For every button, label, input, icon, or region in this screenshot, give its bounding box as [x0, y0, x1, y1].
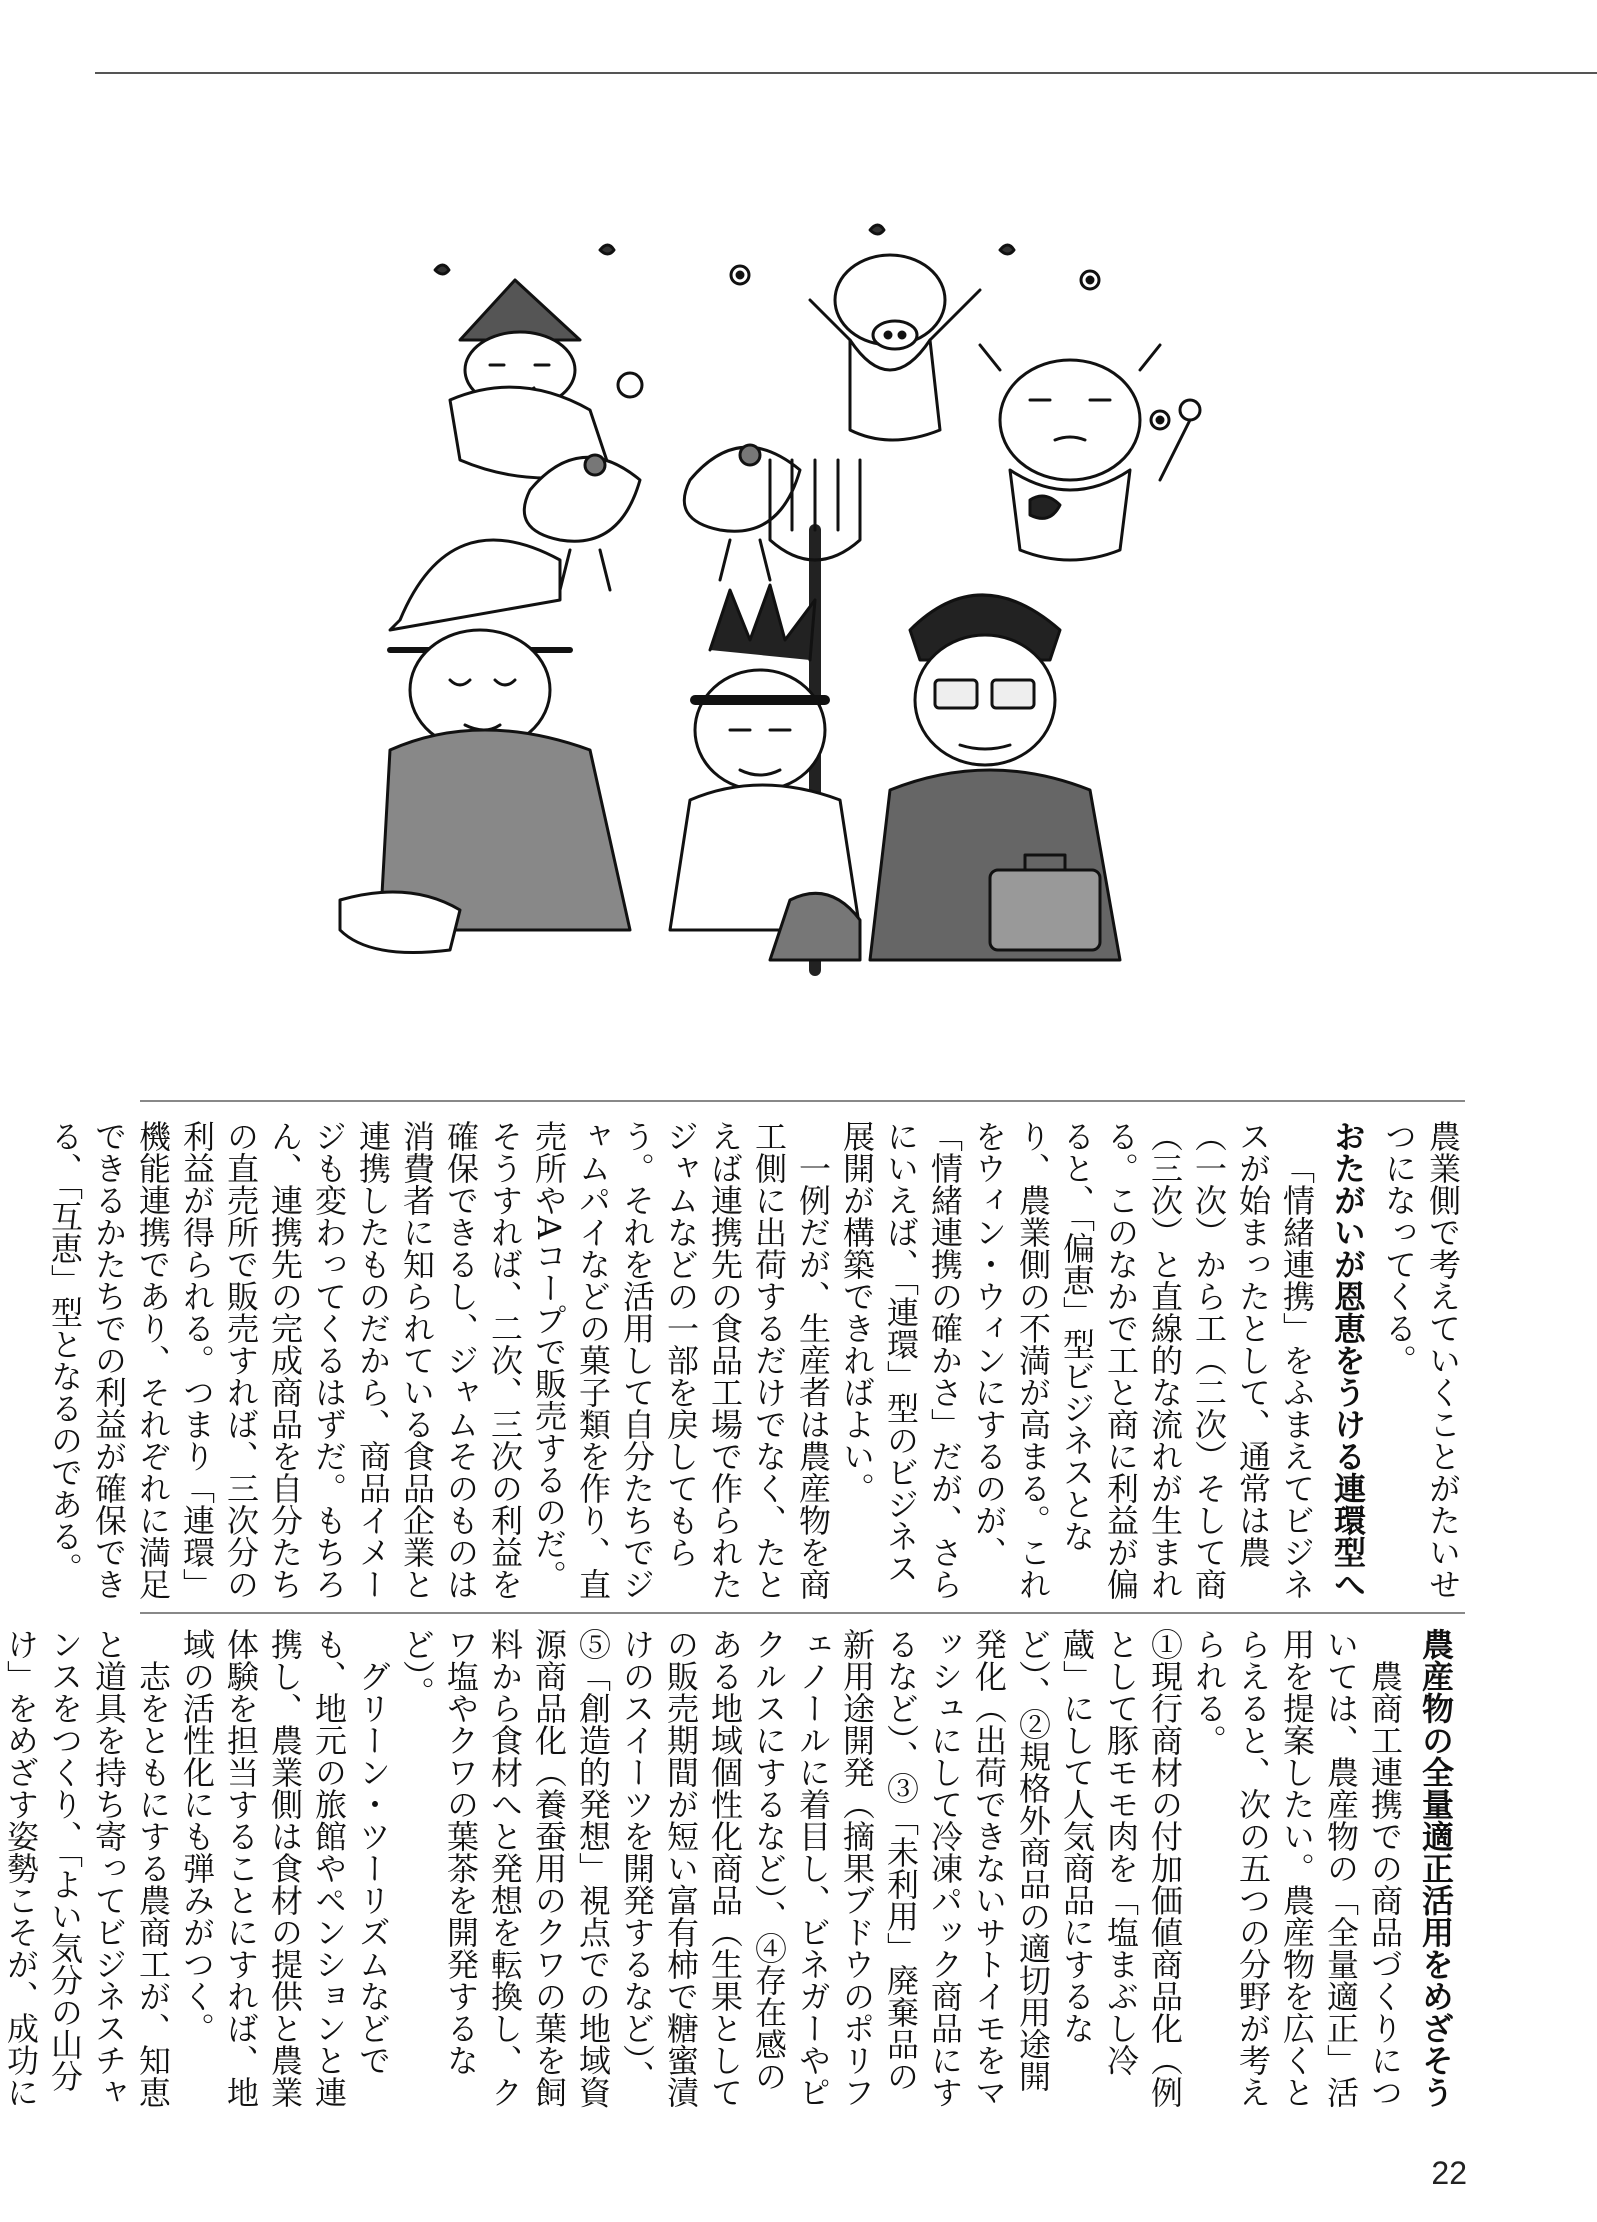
section-divider-upper	[140, 1100, 1465, 1102]
upper-heading: おたがいが恩恵をうける連環型へ	[1329, 1120, 1367, 1600]
lower-heading: 農産物の全量適正活用をめざそう	[1417, 1628, 1455, 2108]
lower-paragraph-4: 志をともにする農商工が、知恵と道具を持ち寄ってビジネスチャンスをつくり、「よい気分の山分け」をめざす姿勢こそが、成功に	[2, 1628, 172, 2108]
upper-text-block	[46, 1120, 1465, 1610]
upper-paragraph-2: 一例だが、生産者は農産物を商工側に出荷するだけでなく、たとえば連携先の食品工場で作られたジャムなどの一部を戻してもらう。それを活用して自分たちでジャムパイなどの菓子類を作り、直売所やAコープで販売するのだ。そうすれば、二次、三次の利益を確保できるし、ジャムそのものは消費者に知られている食品企業と連携したものだから、商品イメージも変わってくるはずだ。もちろん、連携先の完成商品を自分たちの直売所で販売すれば、三次分の利益が得られる。つまり「連環」機能連携であり、それぞれに満足できるかたちでの利益が確保できる、「互恵」型となるのである。	[46, 1120, 832, 1600]
cartoon-illustration	[330, 210, 1230, 980]
lower-paragraph-3: グリーン・ツーリズムなどでも、地元の旅館やペンションと連携し、農業側は食材の提供と農業体験を担当することにすれば、地域の活性化にも弾みがつく。	[178, 1628, 392, 2108]
section-divider-lower	[140, 1612, 1465, 1614]
upper-intro: 農業側で考えていくことがたいせつになってくる。	[1380, 1120, 1462, 1600]
lower-paragraph-2: ①現行商材の付加価値商品化（例として豚モモ肉を「塩まぶし冷蔵」にして人気商品にするなど）、②規格外商品の適切用途開発化（出荷できないサトイモをマッシュにして冷凍パック商品にするなど）、③「未利用」廃棄品の新用途開発（摘果ブドウのポリフェノールに着目し、ビネガーやピクルスにするなど）、④存在感のある地域個性化商品（生果としての販売期間が短い富有柿で糖蜜漬けのスイーツを開発するなど）、⑤「創造的発想」視点での地域資源商品化（養蚕用のクワの葉を飼料から食材へと発想を転換し、クワ塩やクワの葉茶を開発するなど）。	[398, 1628, 1184, 2108]
lower-text-block	[2, 1628, 1465, 2118]
top-rule	[95, 72, 1597, 74]
lower-paragraph-1: 農商工連携での商品づくりについては、農産物の「全量適正」活用を提案したい。農産物を広くとらえると、次の五つの分野が考えられる。	[1190, 1628, 1404, 2108]
upper-paragraph-1: 「情緒連携」をふまえてビジネスが始まったとして、通常は農（一次）から工（二次）そして商（三次）と直線的な流れが生まれる。このなかで工と商に利益が偏ると、「偏恵」型ビジネスとなり、農業側の不満が高まる。これをウィン・ウィンにするのが、「情緒連携の確かさ」だが、さらにいえば、「連環」型のビジネス展開が構築できればよい。	[838, 1120, 1316, 1600]
page-number: 22	[1431, 2155, 1467, 2191]
